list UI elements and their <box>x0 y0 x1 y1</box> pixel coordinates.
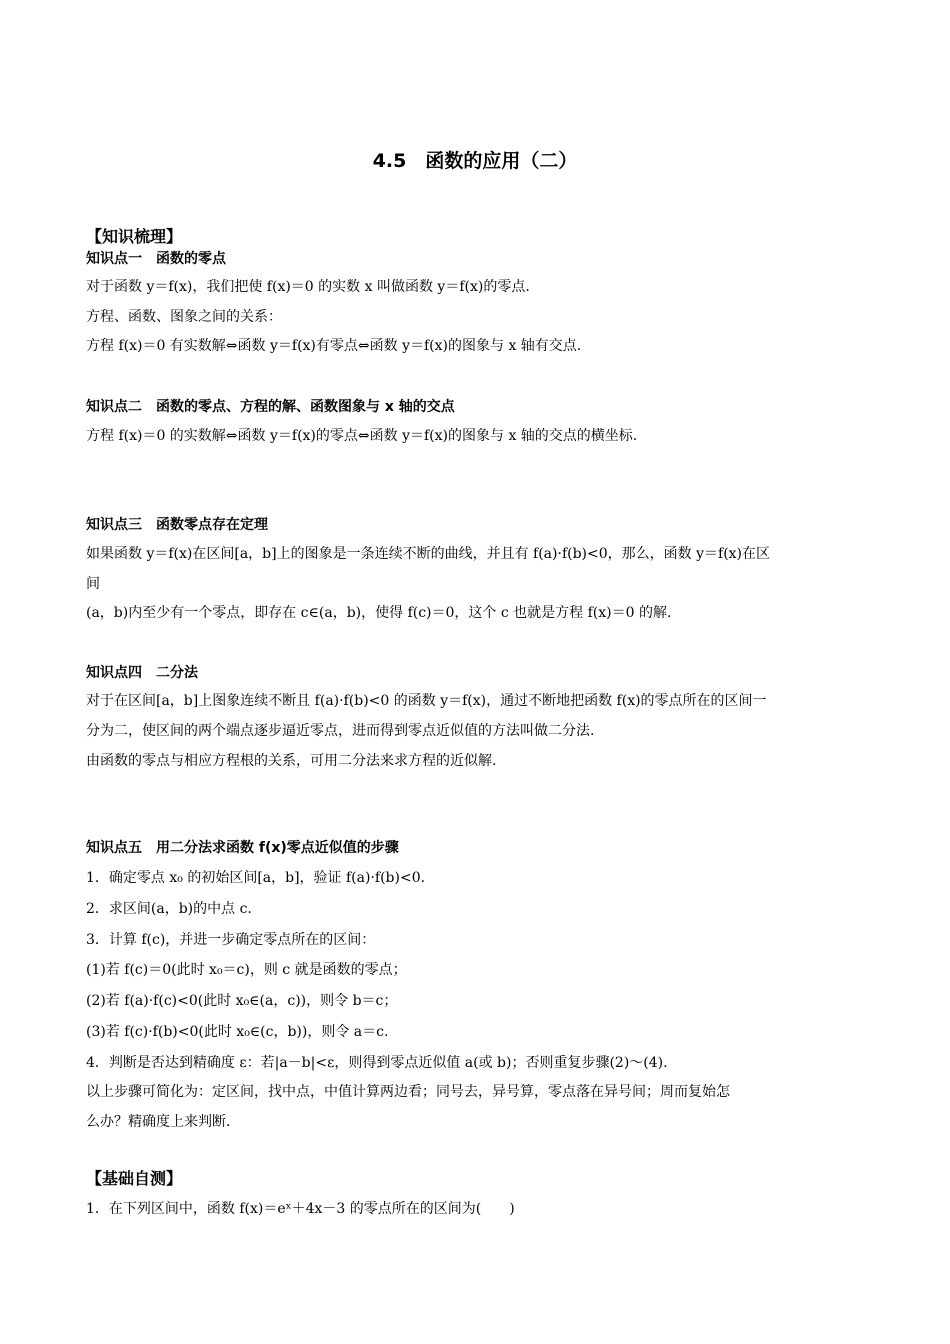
kp5-line: 1．确定零点 x₀ 的初始区间[a，b]，验证 f(a)·f(b)<0. <box>86 870 426 886</box>
kp5-line: 4．判断是否达到精确度 ε：若|a－b|<ε，则得到零点近似值 a(或 b)；否则重复步骤(2)～(4). <box>86 1055 668 1071</box>
page-title: 4.5 函数的应用（二） <box>372 150 578 172</box>
kp4-line: 对于在区间[a，b]上图象连续不断且 f(a)·f(b)<0 的函数 y＝f(x)，通过不断地把函数 f(x)的零点所在的区间一 <box>86 693 767 709</box>
kp5-line: 2．求区间(a，b)的中点 c. <box>86 901 252 917</box>
kp5-line: 3．计算 f(c)，并进一步确定零点所在的区间： <box>86 932 376 948</box>
kp5-line: 么办？精确度上来判断. <box>86 1114 231 1130</box>
kp3-line: (a，b)内至少有一个零点，即存在 c∈(a，b)，使得 f(c)＝0，这个 c 也就是方程 f(x)＝0 的解. <box>86 605 672 621</box>
kp4-line: 分为二，使区间的两个端点逐步逼近零点，进而得到零点近似值的方法叫做二分法. <box>86 723 595 739</box>
kp5-heading: 知识点五 用二分法求函数 f(x)零点近似值的步骤 <box>86 840 399 856</box>
question-1: 1．在下列区间中，函数 f(x)＝eˣ＋4x－3 的零点所在的区间为( ) <box>86 1201 515 1217</box>
kp3-line: 如果函数 y＝f(x)在区间[a，b]上的图象是一条连续不断的曲线，并且有 f(a)·f(b)<0，那么，函数 y＝f(x)在区 <box>86 546 771 562</box>
kp1-line: 对于函数 y＝f(x)，我们把使 f(x)＝0 的实数 x 叫做函数 y＝f(x)的零点. <box>86 279 530 295</box>
kp5-line: (3)若 f(c)·f(b)<0(此时 x₀∈(c，b))，则令 a＝c. <box>86 1024 389 1040</box>
section-header-review: 【知识梳理】 <box>86 227 183 246</box>
kp1-heading: 知识点一 函数的零点 <box>86 251 226 267</box>
kp4-line: 由函数的零点与相应方程根的关系，可用二分法来求方程的近似解. <box>86 753 497 769</box>
kp1-line: 方程、函数、图象之间的关系： <box>86 309 282 325</box>
kp3-line: 间 <box>86 576 100 592</box>
kp5-line: (2)若 f(a)·f(c)<0(此时 x₀∈(a，c))，则令 b＝c； <box>86 993 398 1009</box>
kp4-heading: 知识点四 二分法 <box>86 665 198 681</box>
kp1-line: 方程 f(x)＝0 有实数解⇔函数 y＝f(x)有零点⇔函数 y＝f(x)的图象与 x 轴有交点. <box>86 338 582 354</box>
kp5-line: (1)若 f(c)＝0(此时 x₀＝c)，则 c 就是函数的零点； <box>86 962 407 978</box>
section-header-selftest: 【基础自测】 <box>86 1169 183 1188</box>
kp3-heading: 知识点三 函数零点存在定理 <box>86 517 268 533</box>
kp5-line: 以上步骤可简化为：定区间，找中点，中值计算两边看；同号去，异号算，零点落在异号间；周而复始怎 <box>86 1084 730 1100</box>
kp2-heading: 知识点二 函数的零点、方程的解、函数图象与 x 轴的交点 <box>86 399 455 415</box>
kp2-line: 方程 f(x)＝0 的实数解⇔函数 y＝f(x)的零点⇔函数 y＝f(x)的图象与 x 轴的交点的横坐标. <box>86 428 638 444</box>
